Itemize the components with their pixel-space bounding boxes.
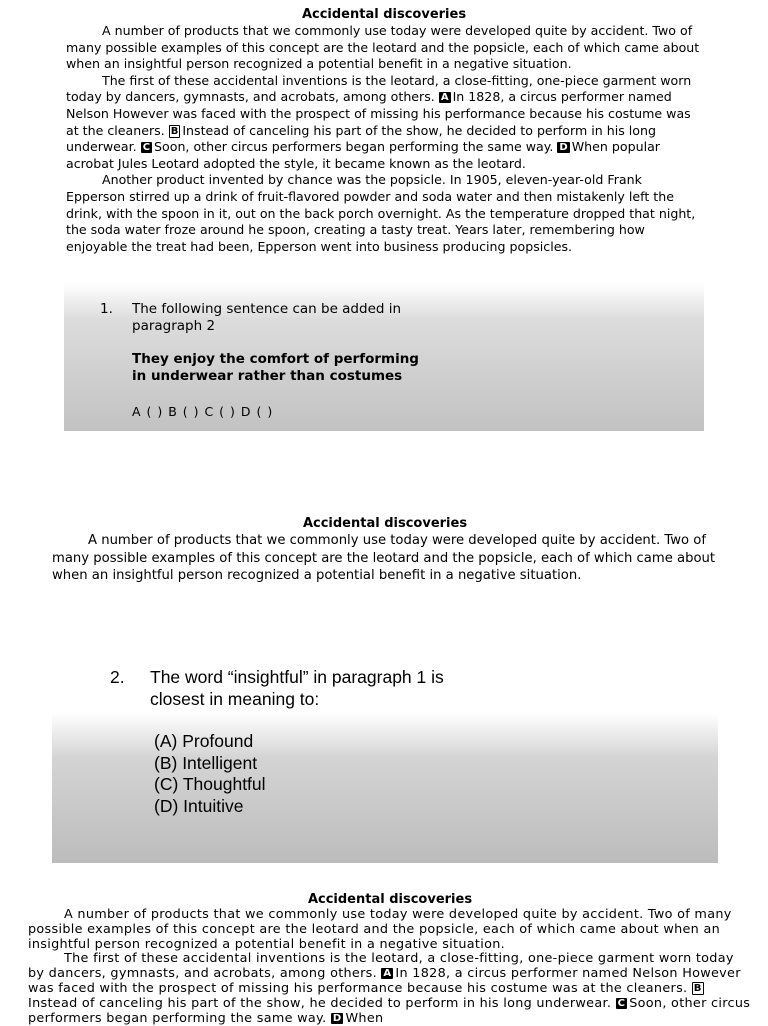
paragraph-2-sentence-a: In 1828, a circus performer named Nelson However was faced with the prospect of missing his performance because his costume was at the cleaners. [28, 966, 741, 996]
insertion-marker-b: B [170, 125, 179, 137]
insertion-marker-b: B [693, 982, 702, 994]
paragraph-2 [28, 952, 752, 1026]
question-2-number: 2. [110, 667, 125, 687]
question-2-box [52, 713, 718, 863]
question-1-number: 1. [100, 301, 113, 317]
passage-3 [28, 892, 752, 1026]
question-1-prompt [132, 301, 652, 335]
paragraph-2-sentence-b: Instead of canceling his part of the show, he decided to perform in his long underwear. [28, 995, 612, 1011]
question-1-sentence-line-1: They enjoy the comfort of performing [132, 351, 419, 367]
paragraph-1: A number of products that we commonly use today were developed quite by accident. Two of many possible examples of this concept are the leotard and the popsicle, each of which came about when an insightful person recognized a potential benefit in a negative situation. [28, 907, 732, 952]
question-2-prompt-line-2: closest in meaning to: [150, 689, 320, 709]
insertion-marker-a: A [383, 968, 392, 980]
option-a[interactable]: (A) Profound [154, 731, 254, 751]
paragraph-3: Another product invented by chance was the popsicle. In 1905, eleven-year-old Frank Epperson stirred up a drink of fruit-flavored powder and soda water and then mistakenly left the drink, with the spoon in it, out on the back porch overnight. As the temperature dropped that night, the soda water froze around he spoon, creating a tasty treat. Years later, remembering how enjoyable the treat had been, Epperson went into business producing popsicles. [66, 172, 696, 254]
paragraph-2-sentence-d: When [345, 1010, 384, 1026]
passage-title: Accidental discoveries [301, 7, 467, 22]
option-b[interactable]: (B) Intelligent [154, 752, 258, 773]
question-1-answer-choices[interactable]: A ( ) B ( ) C ( ) D ( ) [132, 404, 274, 419]
insertion-marker-a: A [440, 92, 449, 104]
insertion-marker-c: C [142, 142, 151, 154]
paragraph-2-sentence-c: Soon, other circus performers began performing the same way. [154, 139, 554, 155]
passage-title: Accidental discoveries [307, 892, 473, 907]
question-1-sentence [132, 351, 652, 385]
insertion-marker-c: C [617, 997, 626, 1009]
passage-title: Accidental discoveries [302, 516, 468, 531]
option-c[interactable]: (C) Thoughtful [154, 774, 266, 794]
question-1-prompt-line-1: The following sentence can be added in [132, 301, 402, 317]
question-2-prompt [150, 666, 670, 710]
paragraph-1: A number of products that we commonly use today were developed quite by accident. Two of many possible examples of this concept are the leotard and the popsicle, each of which came about when an insightful person recognized a potential benefit in a negative situation. [52, 533, 716, 584]
insertion-marker-d: D [332, 1012, 342, 1024]
paragraph-2 [66, 73, 702, 173]
question-1-prompt-line-2: paragraph 2 [132, 318, 216, 334]
paragraph-2-sentence-b: Instead of canceling his part of the show, he decided to perform in his long underwear. [66, 122, 656, 155]
paragraph-2-sentence-c: Soon, other circus performers began performing the same way. [28, 995, 751, 1026]
paragraph-1: A number of products that we commonly use today were developed quite by accident. Two of many possible examples of this concept are the leotard and the popsicle, each of which came about when an insightful person recognized a potential benefit in a negative situation. [66, 23, 700, 72]
paragraph-2-intro: The first of these accidental inventions is the leotard, a close-fitting, one-piece garment worn today by dancers, gymnasts, and acrobats, among others. [66, 72, 692, 105]
paragraph-2-sentence-d: When popular acrobat Jules Leotard adopted the style, it became known as the leotard. [66, 139, 660, 171]
passage-1 [66, 7, 702, 255]
paragraph-2-intro: The first of these accidental inventions is the leotard, a close-fitting, one-piece garment worn today by dancers, gymnasts, and acrobats, among others. [28, 951, 734, 982]
question-2-options [154, 731, 266, 817]
insertion-marker-d: D [559, 142, 568, 154]
option-d[interactable]: (D) Intuitive [154, 795, 244, 816]
question-2-prompt-line-1: The word “insightful” in paragraph 1 is [150, 667, 444, 687]
paragraph-2-sentence-a: In 1828, a circus performer named Nelson However was faced with the prospect of missing his performance because his costume was at the cleaners. [66, 89, 691, 138]
question-1-box [64, 283, 704, 431]
question-1-sentence-line-2: in underwear rather than costumes [132, 368, 403, 384]
passage-2 [52, 516, 718, 585]
